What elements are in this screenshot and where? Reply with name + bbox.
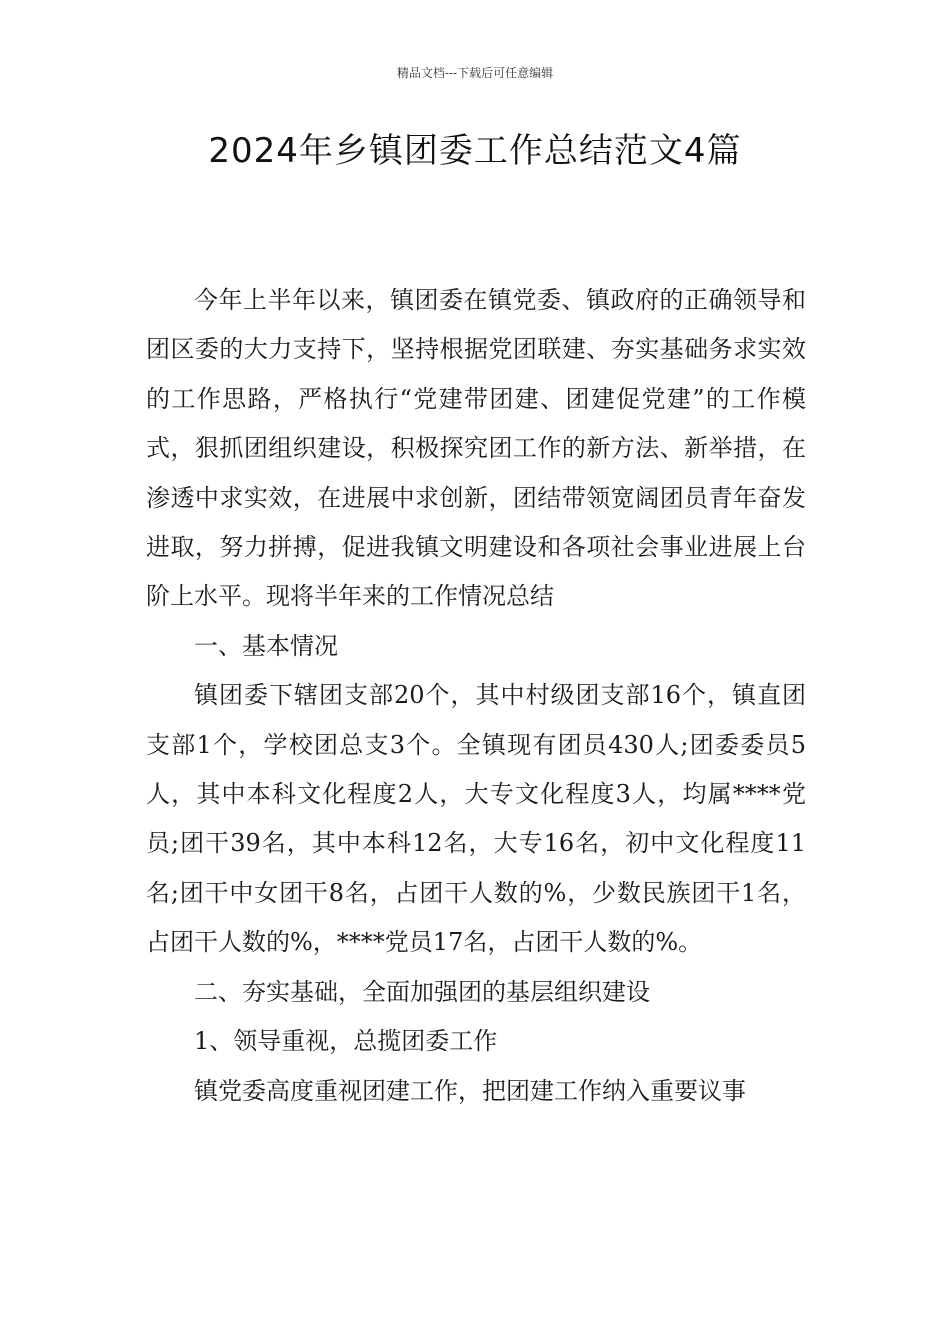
document-body [146, 276, 806, 1116]
basic-situation-paragraph: 镇团委下辖团支部20个，其中村级团支部16个，镇直团支部1个，学校团总支3个。全镇现有团员430人;团委委员5人，其中本科文化程度2人，大专文化程度3人，均属****党员;团干39名，其中本科12名，大专16名，初中文化程度11名;团干中女团干8名，占团干人数的%，少数民族团干1名，占团干人数的%，****党员17名，占团干人数的%。 [146, 681, 806, 957]
section-heading-grassroots-organization: 二、夯实基础，全面加强团的基层组织建设 [194, 977, 650, 1006]
section-heading-basic-situation: 一、基本情况 [194, 631, 338, 660]
subsection-heading-leadership: 1、领导重视，总揽团委工作 [194, 1027, 498, 1056]
document-title: 2024年乡镇团委工作总结范文4篇 [208, 131, 742, 171]
intro-paragraph: 今年上半年以来，镇团委在镇党委、镇政府的正确领导和团区委的大力支持下，坚持根据党团联建、夯实基础务求实效的工作思路，严格执行“党建带团建、团建促党建”的工作模式，狠抓团组织建设，积极探究团工作的新方法、新举措，在渗透中求实效，在进展中求创新，团结带领宽阔团员青年奋发进取，努力拼搏，促进我镇文明建设和各项社会事业进展上台阶上水平。现将半年来的工作情况总结 [146, 286, 806, 611]
leadership-paragraph: 镇党委高度重视团建工作，把团建工作纳入重要议事 [194, 1076, 746, 1105]
header-note: 精品文档---下载后可任意编辑 [396, 66, 554, 80]
